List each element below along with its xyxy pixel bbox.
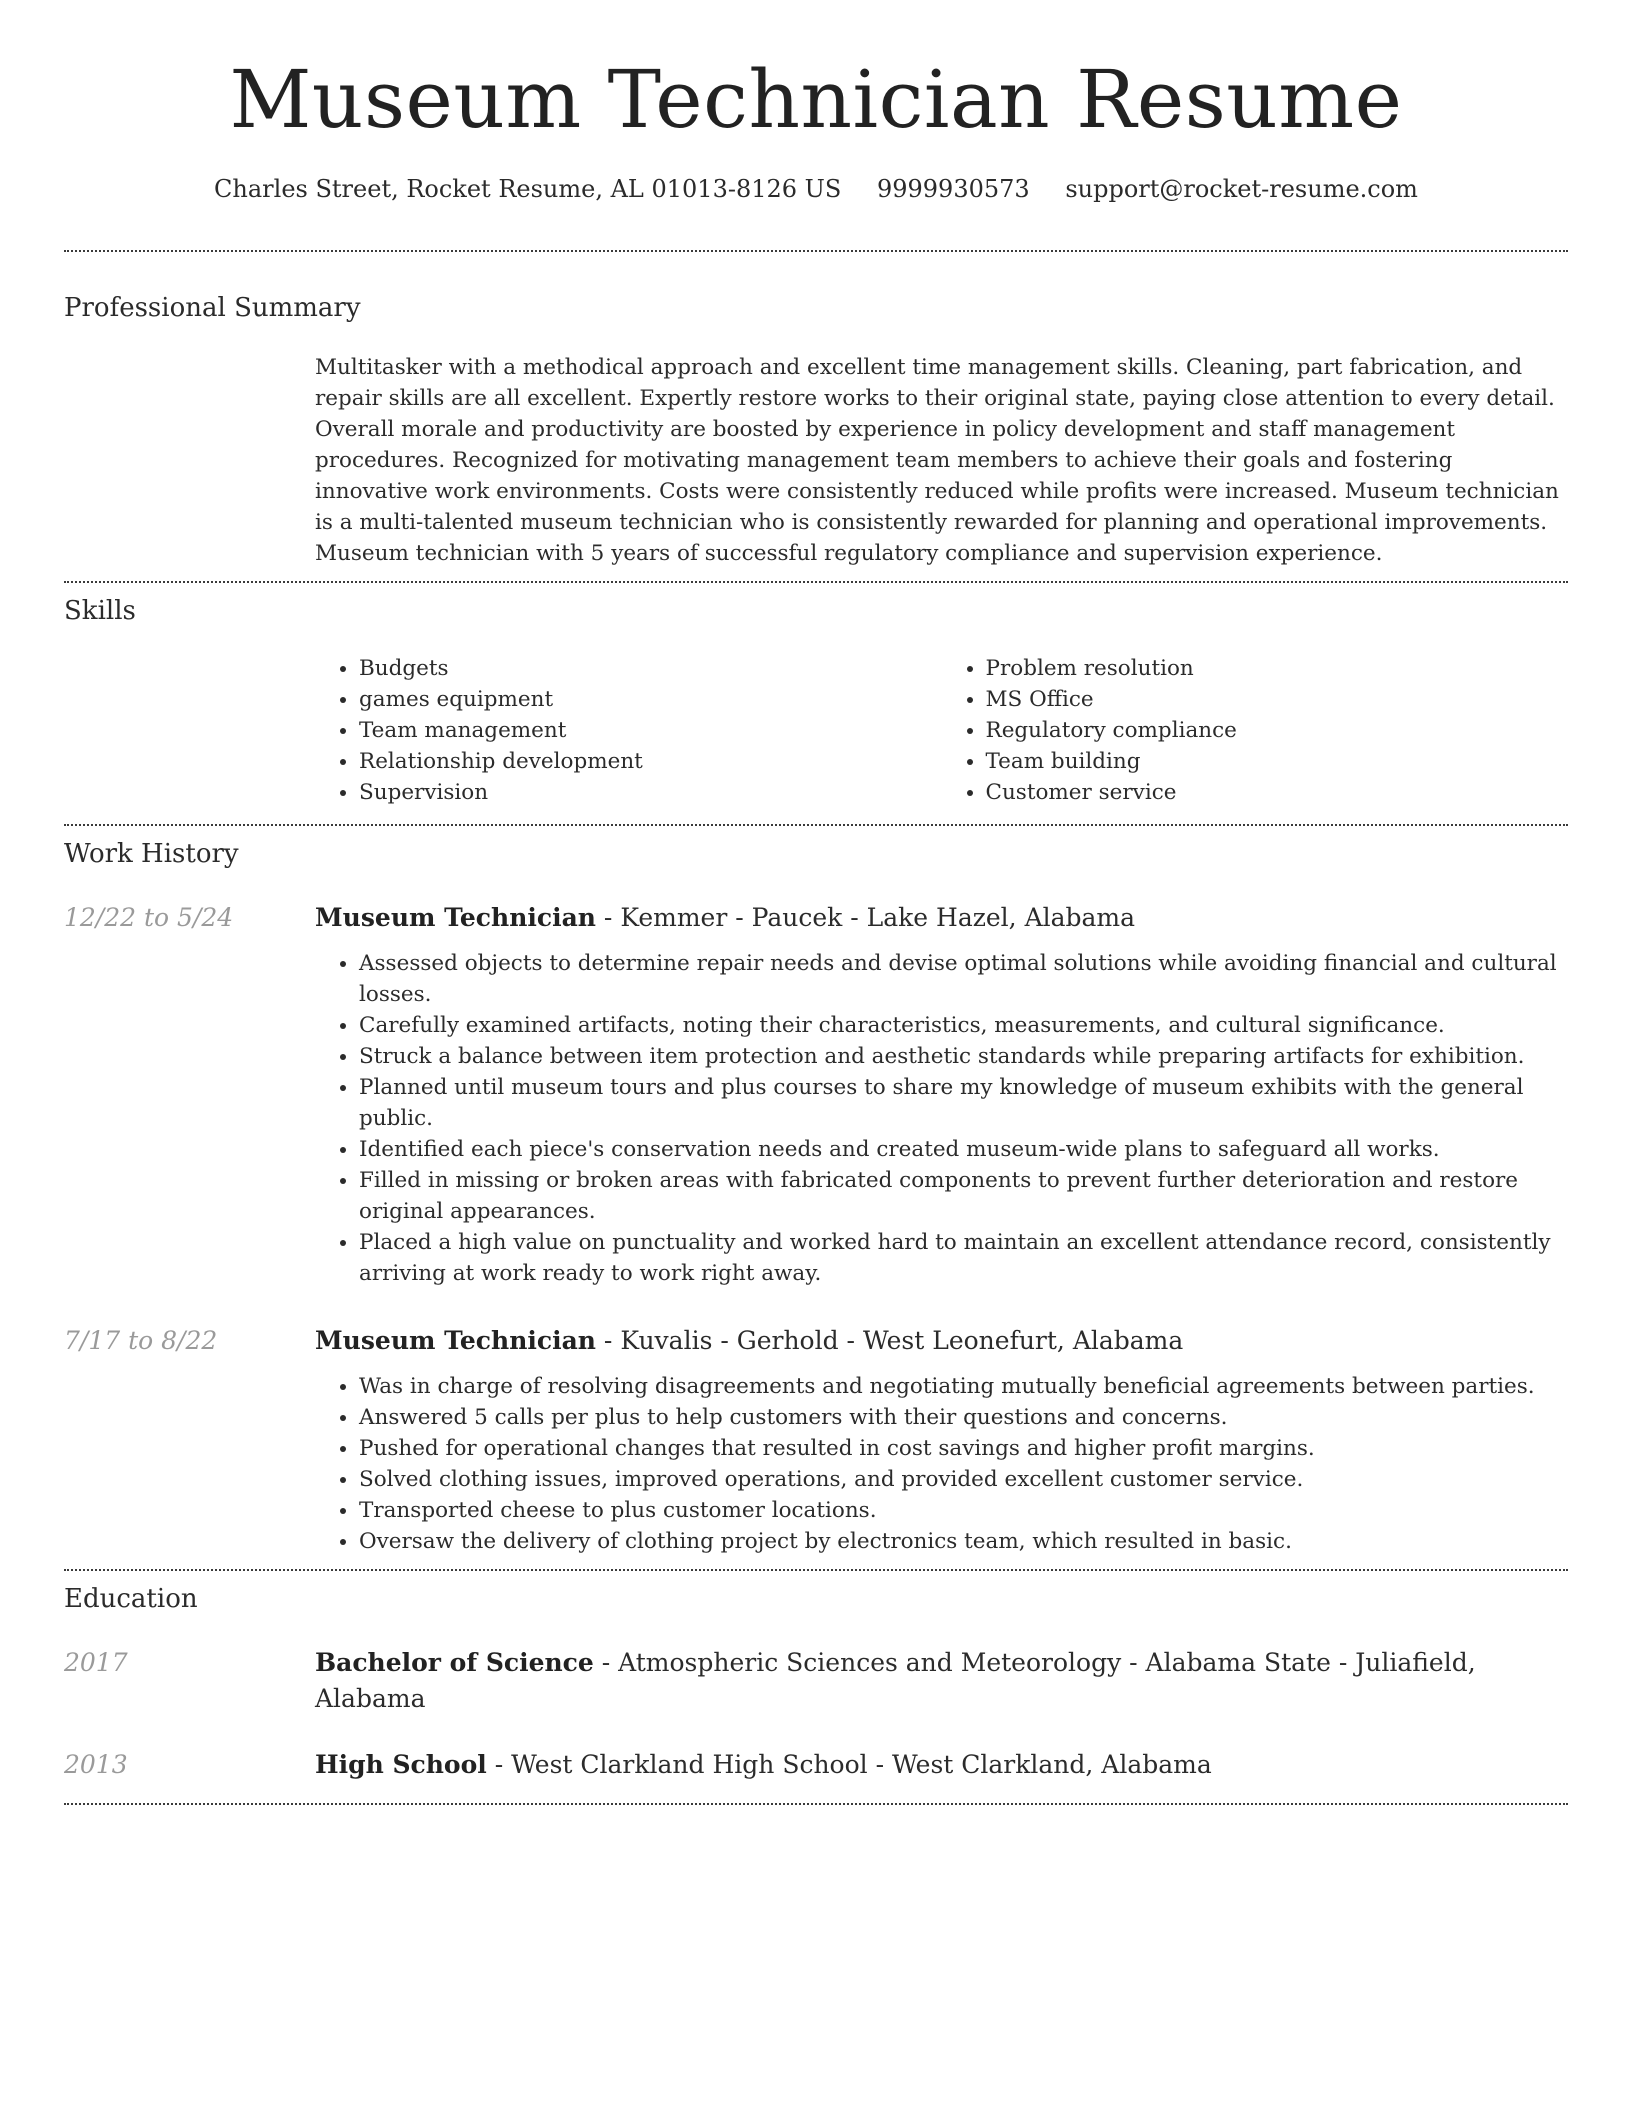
summary-section [64, 290, 1568, 569]
work-history-heading: Work History [64, 839, 239, 869]
skill-item: • Team building [986, 746, 1569, 777]
skill-item: • Supervision [359, 777, 942, 808]
education-heading-line [315, 1645, 1568, 1717]
education-heading: Education [64, 1584, 198, 1614]
job-bullet: • Carefully examined artifacts, noting their characteristics, measurements, and cultural significance. [359, 1010, 1568, 1041]
skill-item: • Team management [359, 715, 942, 746]
skill-item: • Problem resolution [986, 653, 1569, 684]
contact-email: support@rocket-resume.com [1065, 175, 1418, 203]
job-bullet: • Solved clothing issues, improved operations, and provided excellent customer service. [359, 1464, 1568, 1495]
contact-line [64, 172, 1568, 206]
job-bullet: • Placed a high value on punctuality and worked hard to maintain an excellent attendance record, consistently arriving at work ready to work right away. [359, 1227, 1568, 1289]
divider [64, 1803, 1568, 1805]
education-year: 2017 [64, 1648, 128, 1677]
job-heading [315, 1323, 1183, 1359]
skills-heading: Skills [64, 596, 136, 626]
job-details: - Kemmer - Paucek - Lake Hazel, Alabama [595, 903, 1136, 932]
job-role: Museum Technician [315, 903, 596, 932]
skill-item: • games equipment [359, 684, 942, 715]
job-bullet: • Struck a balance between item protection and aesthetic standards while preparing artifacts for exhibition. [359, 1041, 1568, 1072]
contact-address: Charles Street, Rocket Resume, AL 01013-8126 US [214, 175, 842, 203]
skills-list-right [942, 653, 1569, 808]
skills-list-left [315, 653, 942, 808]
job-bullets [315, 948, 1568, 1289]
job-entry [64, 900, 1568, 1289]
summary-text: Multitasker with a methodical approach and excellent time management skills. Cleaning, part fabrication, and repair skills are all excellent. Expertly restore works to their original state, paying close attention to every detail. Overall morale and productivity are boosted by experience in policy development and staff management procedures. Recognized for motivating management team members to achieve their goals and fostering innovative work environments. Costs were consistently reduced while profits were increased. Museum technician is a multi-talented museum technician who is consistently rewarded for planning and operational improvements. Museum technician with 5 years of successful regulatory compliance and supervision experience. [315, 355, 1559, 566]
divider [64, 1569, 1568, 1571]
job-dates: 7/17 to 8/22 [64, 1326, 218, 1355]
skill-item: • Regulatory compliance [986, 715, 1569, 746]
job-bullet: • Planned until museum tours and plus courses to share my knowledge of museum exhibits with the general public. [359, 1072, 1568, 1134]
education-entry [64, 1645, 1568, 1717]
summary-heading: Professional Summary [64, 293, 361, 323]
education-year: 2013 [64, 1750, 128, 1779]
job-bullet: • Pushed for operational changes that resulted in cost savings and higher profit margins. [359, 1433, 1568, 1464]
education-entry [64, 1747, 1568, 1783]
education-heading-line [315, 1747, 1212, 1783]
education-details: - Atmospheric Sciences and Meteorology - Alabama State - Juliafield, Alabama [315, 1648, 1476, 1713]
skill-item: • Customer service [986, 777, 1569, 808]
education-section [64, 1581, 1568, 1783]
job-bullet: • Answered 5 calls per plus to help customers with their questions and concerns. [359, 1402, 1568, 1433]
resume-title: Museum Technician Resume [229, 53, 1403, 146]
divider [64, 250, 1568, 252]
divider [64, 824, 1568, 826]
job-role: Museum Technician [315, 1326, 596, 1355]
job-bullet: • Assessed objects to determine repair needs and devise optimal solutions while avoiding financial and cultural losses. [359, 948, 1568, 1010]
contact-phone: 9999930573 [876, 175, 1030, 203]
job-bullet: • Filled in missing or broken areas with fabricated components to prevent further deterioration and restore original appearances. [359, 1165, 1568, 1227]
education-details: - West Clarkland High School - West Clarkland, Alabama [486, 1750, 1212, 1779]
job-bullets [315, 1371, 1568, 1557]
skills-grid [315, 653, 1568, 808]
divider [64, 581, 1568, 583]
skill-item: • Relationship development [359, 746, 942, 777]
job-bullet: • Was in charge of resolving disagreements and negotiating mutually beneficial agreements between parties. [359, 1371, 1568, 1402]
job-dates: 12/22 to 5/24 [64, 903, 234, 932]
work-history-section [64, 836, 1568, 1557]
job-bullet: • Oversaw the delivery of clothing project by electronics team, which resulted in basic. [359, 1526, 1568, 1557]
job-bullet: • Identified each piece's conservation needs and created museum-wide plans to safeguard all works. [359, 1134, 1568, 1165]
skill-item: • Budgets [359, 653, 942, 684]
job-entry [64, 1323, 1568, 1557]
education-degree: Bachelor of Science [315, 1648, 594, 1677]
job-heading [315, 900, 1135, 936]
job-details: - Kuvalis - Gerhold - West Leonefurt, Alabama [595, 1326, 1184, 1355]
job-bullet: • Transported cheese to plus customer locations. [359, 1495, 1568, 1526]
skills-section [64, 593, 1568, 808]
skill-item: • MS Office [986, 684, 1569, 715]
education-degree: High School [315, 1750, 487, 1779]
